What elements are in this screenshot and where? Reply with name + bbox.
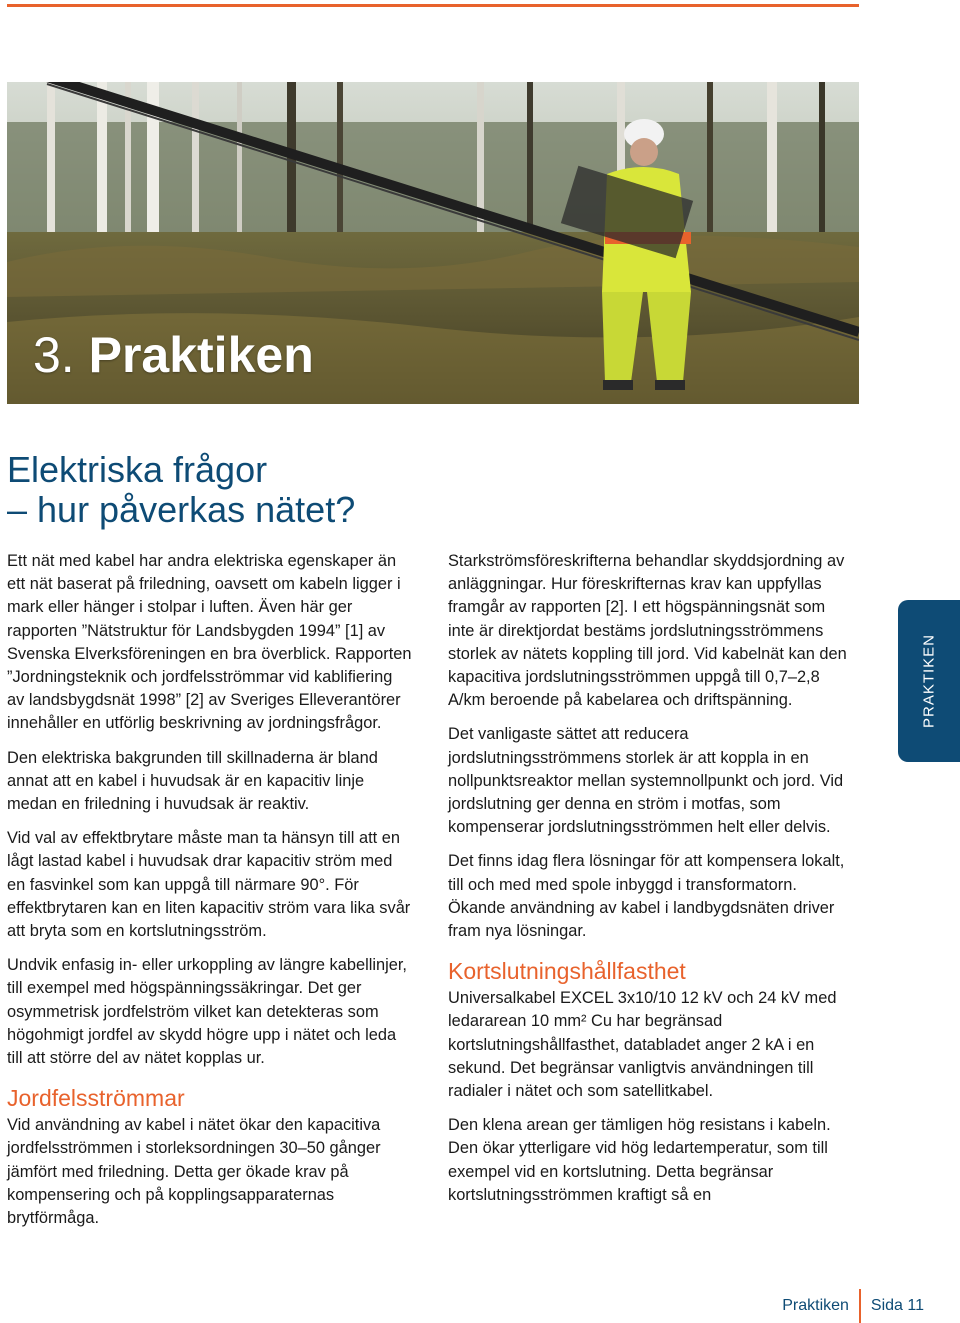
paragraph: Ett nät med kabel har andra elektriska egenskaper än ett nät baserat på friledning, oavsett om kabeln ligger i mark eller hänger i stolpar i luften. Även här ger rapporten ”Nätstruktur för Landsbygden 1994” [1] av Svenska Elverksföreningen en bra överblick. Rapporten ”Jordningsteknik och jordfelsströmmar vid kablifiering av landsbygdsnät 1998” [2] av Sveriges Elleverantörer innehåller en utförlig beskrivning av jordningsfrågor. [7, 552, 412, 733]
side-tab-label: PRAKTIKEN [920, 633, 938, 729]
chapter-number: 3. [33, 327, 75, 383]
paragraph: Den elektriska bakgrunden till skillnaderna är bland annat att en kabel i huvudsak är en kapacitiv linje medan en friledning i huvudsak är reaktiv. [7, 748, 378, 814]
paragraph: Vid användning av kabel i nätet ökar den kapacitiva jordfelsströmmen i storleksordningen 30–50 gånger jämfört med friledning. Detta ger ökade krav på kompensering och på kopplingsapparaternas brytförmåga. [7, 1116, 381, 1228]
top-accent-rule [7, 4, 859, 7]
main-heading-line-2: – hur påverkas nätet? [7, 489, 356, 530]
paragraph: Vid val av effektbrytare måste man ta hänsyn till att en lågt lastad kabel i huvudsak drar kapacitiv ström med en fasvinkel som kan uppgå till närmare 90°. För effektbrytaren kan en liten kapacitiv ström vara lika svår att bryta som en kortslutningsström. [7, 829, 411, 941]
paragraph: Det finns idag flera lösningar för att kompensera lokalt, till och med med spole inbyggd i transformatorn. Ökande användning av kabel i landbygdsnäten driver fram nya lösningar. [448, 852, 845, 941]
footer-divider [859, 1289, 861, 1323]
chapter-title-text: Praktiken [88, 327, 314, 383]
main-heading [7, 450, 427, 530]
section-side-tab[interactable] [898, 600, 960, 762]
paragraph: Det vanligaste sättet att reducera jordslutningsströmmens storlek är att koppla in en nollpunktsreaktor mellan systemnollpunkt och jord. Vid jordslutning ger denna en ström i motfas, som kompenserar jordslutningsströmmen helt eller delvis. [448, 725, 844, 837]
paragraph: Starkströmsföreskrifterna behandlar skyddsjordning av anläggningar. Hur föreskrifternas krav kan uppfyllas framgår av rapporten [2]. I ett högspänningsnät som inte är direktjordat bestäms jordslutningsströmmens storlek av nätets koppling till jord. Vid kabelnät kan den kapacitiva jordslutningsströmmen uppgå till 0,7–2,8 A/km beroende på kabelarea och driftspänning. [448, 552, 847, 710]
footer-section-name: Praktiken [782, 1297, 849, 1314]
paragraph: Universalkabel EXCEL 3x10/10 12 kV och 24 kV med ledararean 10 mm² Cu har begränsad kortslutningshållfasthet, databladet anger 2 kA i en sekund. Det begränsar vanligtvis användningen till radialer i nätet och som satellitkabel. [448, 989, 837, 1101]
chapter-title [33, 325, 314, 385]
subheading-kortslutningshallfasthet: Kortslutningshållfasthet [448, 958, 686, 985]
right-column [448, 550, 853, 1218]
footer-page-number: Sida 11 [870, 1297, 924, 1314]
main-heading-line-1: Elektriska frågor [7, 449, 268, 490]
page-footer [782, 1289, 924, 1323]
left-column [7, 550, 412, 1241]
paragraph: Den klena arean ger tämligen hög resistans i kabeln. Den ökar ytterligare vid hög ledartemperatur, som till exempel vid en kortslutning. Detta begränsar kortslutningsströmmen kraftigt så en [448, 1116, 831, 1204]
paragraph: Undvik enfasig in- eller urkoppling av längre kabellinjer, till exempel med högspänningssäkringar. Det ger osymmetrisk jordfelström vilket kan detekteras som högohmigt jordfel av skydd högre upp i nätet och leda till att större del av nätet kopplas ur. [7, 956, 407, 1068]
subheading-jordfelsstrommar: Jordfelsströmmar [7, 1085, 185, 1112]
